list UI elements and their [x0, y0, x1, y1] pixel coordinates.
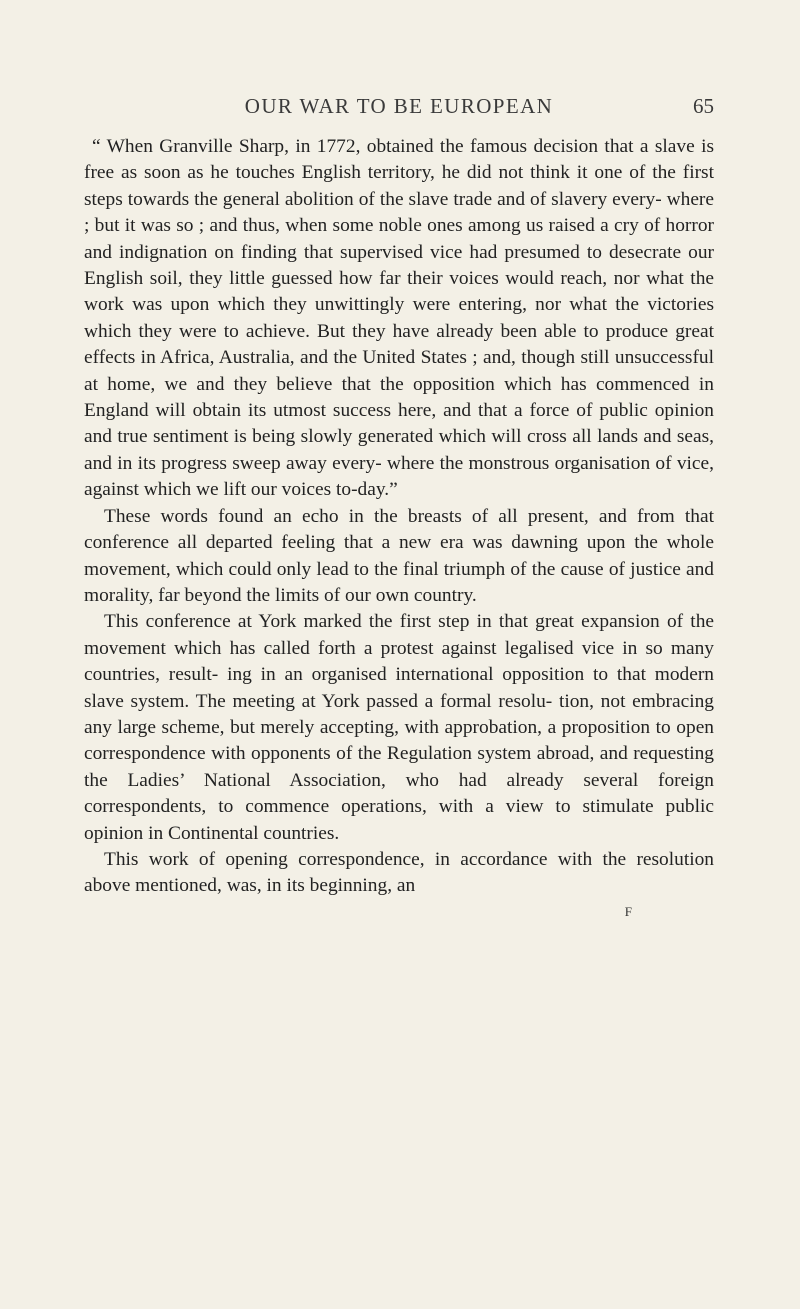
- running-head: [84, 94, 714, 134]
- paragraph-york-conference: This conference at York marked the first step in that great expansion of the movement which has called forth a protest against legalised vice in so many countries, result- ing in an organised international opposition to that modern slave system. The meeting at York passed a formal resolu- tion, not embracing any large scheme, but merely accepting, with approbation, a proposition to open correspondence with opponents of the Regulation system abroad, and requesting the Ladies’ National Association, who had already several foreign correspondents, to commence operations, with a view to stimulate public opinion in Continental countries.: [84, 611, 714, 844]
- body-text: [84, 134, 714, 900]
- page-number: 65: [693, 94, 714, 118]
- signature-mark: F: [624, 903, 632, 919]
- book-page: [84, 94, 714, 920]
- paragraph-quotation: “ When Granville Sharp, in 1772, obtained the famous decision that a slave is free as soon as he touches English territory, he did not think it one of the first steps towards the general abolition of the slave trade and of slavery every- where ; but it was so ; and thus, when some noble ones among us raised a cry of horror and indignation on finding that supervised vice had presumed to desecrate our English soil, they little guessed how far their voices would reach, nor what the work was upon which they unwittingly were entering, nor what the victories which they were to achieve. But they have already been able to produce great effects in Africa, Australia, and the United States ; and, though still unsuccessful at home, we and they believe that the opposition which has commenced in England will obtain its utmost success here, and that a force of public opinion and true sentiment is being slowly generated which will cross all lands and seas, and in its progress sweep away every- where the monstrous organisation of vice, against which we lift our voices to-day.”: [84, 136, 714, 501]
- running-title: OUR WAR TO BE EUROPEAN: [244, 94, 554, 118]
- paragraph-correspondence: This work of opening correspondence, in accordance with the resolution above mentioned, was, in its beginning, an: [84, 848, 714, 897]
- paragraph-echo: These words found an echo in the breasts of all present, and from that conference all departed feeling that a new era was dawning upon the whole movement, which could only lead to the final triumph of the cause of justice and morality, far beyond the limits of our own country.: [84, 505, 714, 606]
